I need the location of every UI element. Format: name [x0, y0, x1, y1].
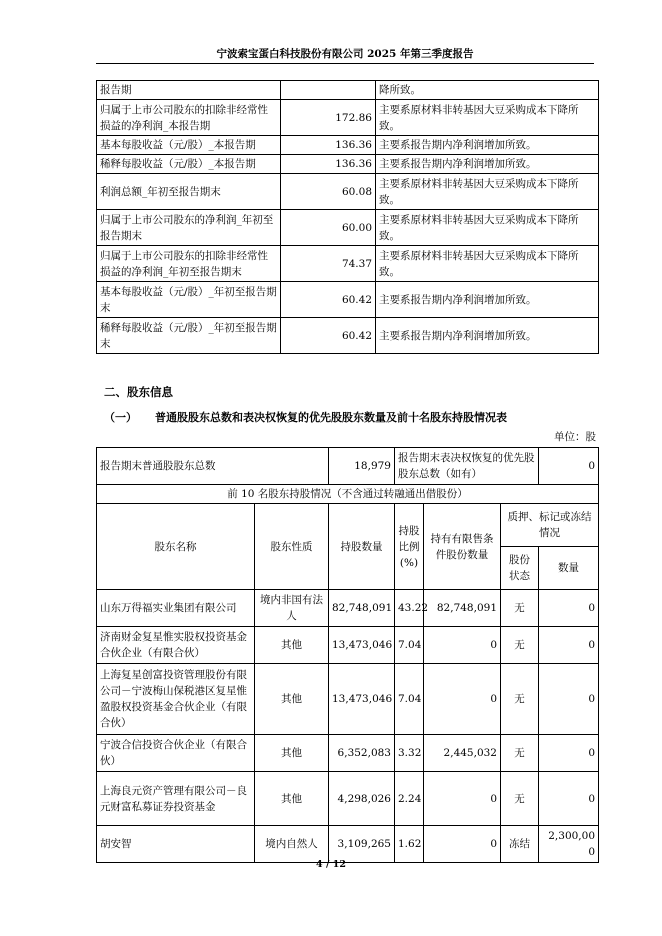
shareholder-ratio: 1.62: [395, 826, 424, 863]
shareholder-restricted: 0: [424, 627, 501, 664]
table-row: [97, 282, 599, 318]
shareholder-status: 无: [501, 735, 539, 772]
sub-section-number: （一）: [104, 411, 137, 424]
row-change-percent: [281, 81, 376, 100]
shareholder-restricted: 0: [424, 664, 501, 735]
header-quantity: 数量: [539, 547, 599, 590]
unit-label: 单位：股: [554, 431, 596, 443]
header-restricted: 持有有限售条件股份数量: [424, 504, 501, 590]
table-row: [97, 136, 599, 155]
shareholder-shares: 13,473,046: [329, 664, 395, 735]
shareholder-name: 山东万得福实业集团有限公司: [97, 590, 255, 627]
total-shareholders-label: 报告期末普通股股东总数: [97, 448, 329, 485]
row-item: 基本每股收益（元/股）_本报告期: [97, 136, 281, 155]
shareholder-shares: 4,298,026: [329, 772, 395, 826]
shareholder-restricted: 82,748,091: [424, 590, 501, 627]
row-reason: 主要系报告期内净利润增加所致。: [376, 155, 599, 174]
shareholder-shares: 3,109,265: [329, 826, 395, 863]
table-row: [97, 627, 599, 664]
shareholder-nature: 其他: [255, 664, 329, 735]
row-item: 利润总额_年初至报告期末: [97, 174, 281, 210]
page-number: 4 / 12: [316, 859, 346, 870]
shareholder-table: [96, 447, 599, 863]
row-item: 报告期: [97, 81, 281, 100]
shareholder-quantity: 0: [539, 772, 599, 826]
sub-section-title: [104, 409, 507, 425]
top10-caption: 前 10 名股东持股情况（不含通过转融通出借股份）: [97, 485, 599, 504]
header-ratio: 持股比例(%): [395, 504, 424, 590]
header-shares: 持股数量: [329, 504, 395, 590]
row-change-percent: 172.86: [281, 100, 376, 136]
page-header: 宁波索宝蛋白科技股份有限公司 2025 年第三季度报告: [216, 48, 474, 60]
shareholder-name: 宁波合信投资合伙企业（有限合伙）: [97, 735, 255, 772]
shareholder-restricted: 0: [424, 826, 501, 863]
header-nature: 股东性质: [255, 504, 329, 590]
shareholder-nature: 境内非国有法人: [255, 590, 329, 627]
header-share-status: 股份状态: [501, 547, 539, 590]
row-reason: 主要系原材料非转基因大豆采购成本下降所致。: [376, 100, 599, 136]
shareholder-ratio: 7.04: [395, 627, 424, 664]
row-reason: 降所致。: [376, 81, 599, 100]
row-item: 归属于上市公司股东的净利润_年初至报告期末: [97, 210, 281, 246]
row-reason: 主要系原材料非转基因大豆采购成本下降所致。: [376, 174, 599, 210]
row-reason: 主要系报告期内净利润增加所致。: [376, 282, 599, 318]
total-shareholders-value: 18,979: [329, 448, 395, 485]
row-change-percent: 60.42: [281, 282, 376, 318]
shareholder-name: 上海良元资产管理有限公司－良元财富私募证券投资基金: [97, 772, 255, 826]
row-item: 稀释每股收益（元/股）_年初至报告期末: [97, 318, 281, 354]
row-change-percent: 74.37: [281, 246, 376, 282]
change-reason-table: [96, 80, 599, 354]
header-pledge: 质押、标记或冻结情况: [501, 504, 599, 547]
shareholder-name: 上海复星创富投资管理股份有限公司－宁波梅山保税港区复星惟盈股权投资基金合伙企业（有限合伙）: [97, 664, 255, 735]
shareholder-status: 无: [501, 664, 539, 735]
shareholder-restricted: 0: [424, 772, 501, 826]
row-item: 稀释每股收益（元/股）_本报告期: [97, 155, 281, 174]
shareholder-quantity: 0: [539, 664, 599, 735]
row-reason: 主要系报告期内净利润增加所致。: [376, 318, 599, 354]
row-item: 归属于上市公司股东的扣除非经常性损益的净利润_本报告期: [97, 100, 281, 136]
table-row: [97, 100, 599, 136]
row-change-percent: 136.36: [281, 136, 376, 155]
table-row: [97, 155, 599, 174]
shareholder-nature: 其他: [255, 627, 329, 664]
shareholder-ratio: 2.24: [395, 772, 424, 826]
shareholder-shares: 6,352,083: [329, 735, 395, 772]
shareholder-restricted: 2,445,032: [424, 735, 501, 772]
shareholder-quantity: 0: [539, 627, 599, 664]
row-change-percent: 136.36: [281, 155, 376, 174]
shareholder-shares: 13,473,046: [329, 627, 395, 664]
row-change-percent: 60.42: [281, 318, 376, 354]
table-row: [97, 318, 599, 354]
header-name: 股东名称: [97, 504, 255, 590]
shareholder-name: 胡安智: [97, 826, 255, 863]
table-row: [97, 664, 599, 735]
row-reason: 主要系报告期内净利润增加所致。: [376, 136, 599, 155]
section-title: 二、股东信息: [104, 385, 173, 399]
table-row: [97, 590, 599, 627]
shareholder-status: 无: [501, 627, 539, 664]
table-row: [97, 174, 599, 210]
row-reason: 主要系原材料非转基因大豆采购成本下降所致。: [376, 246, 599, 282]
table-row: [97, 246, 599, 282]
shareholder-quantity: 0: [539, 735, 599, 772]
table-row: [97, 210, 599, 246]
table-row: [97, 826, 599, 863]
table-row: [97, 772, 599, 826]
shareholder-ratio: 3.32: [395, 735, 424, 772]
shareholder-status: 冻结: [501, 826, 539, 863]
row-item: 归属于上市公司股东的扣除非经常性损益的净利润_年初至报告期末: [97, 246, 281, 282]
row-change-percent: 60.08: [281, 174, 376, 210]
shareholder-name: 济南财金复星惟实股权投资基金合伙企业（有限合伙）: [97, 627, 255, 664]
shareholder-nature: 其他: [255, 772, 329, 826]
row-change-percent: 60.00: [281, 210, 376, 246]
row-item: 基本每股收益（元/股）_年初至报告期末: [97, 282, 281, 318]
shareholder-ratio: 43.22: [395, 590, 424, 627]
shareholder-status: 无: [501, 590, 539, 627]
header-rule: [96, 63, 594, 64]
shareholder-quantity: 2,300,000: [539, 826, 599, 863]
shareholder-shares: 82,748,091: [329, 590, 395, 627]
shareholder-status: 无: [501, 772, 539, 826]
row-reason: 主要系原材料非转基因大豆采购成本下降所致。: [376, 210, 599, 246]
preferred-shareholders-value: 0: [539, 448, 599, 485]
shareholder-nature: 境内自然人: [255, 826, 329, 863]
preferred-shareholders-label: 报告期末表决权恢复的优先股股东总数（如有）: [395, 448, 539, 485]
shareholder-ratio: 7.04: [395, 664, 424, 735]
table-row: [97, 81, 599, 100]
sub-section-text: 普通股股东总数和表决权恢复的优先股股东数量及前十名股东持股情况表: [155, 411, 507, 424]
shareholder-nature: 其他: [255, 735, 329, 772]
shareholder-quantity: 0: [539, 590, 599, 627]
table-row: [97, 735, 599, 772]
